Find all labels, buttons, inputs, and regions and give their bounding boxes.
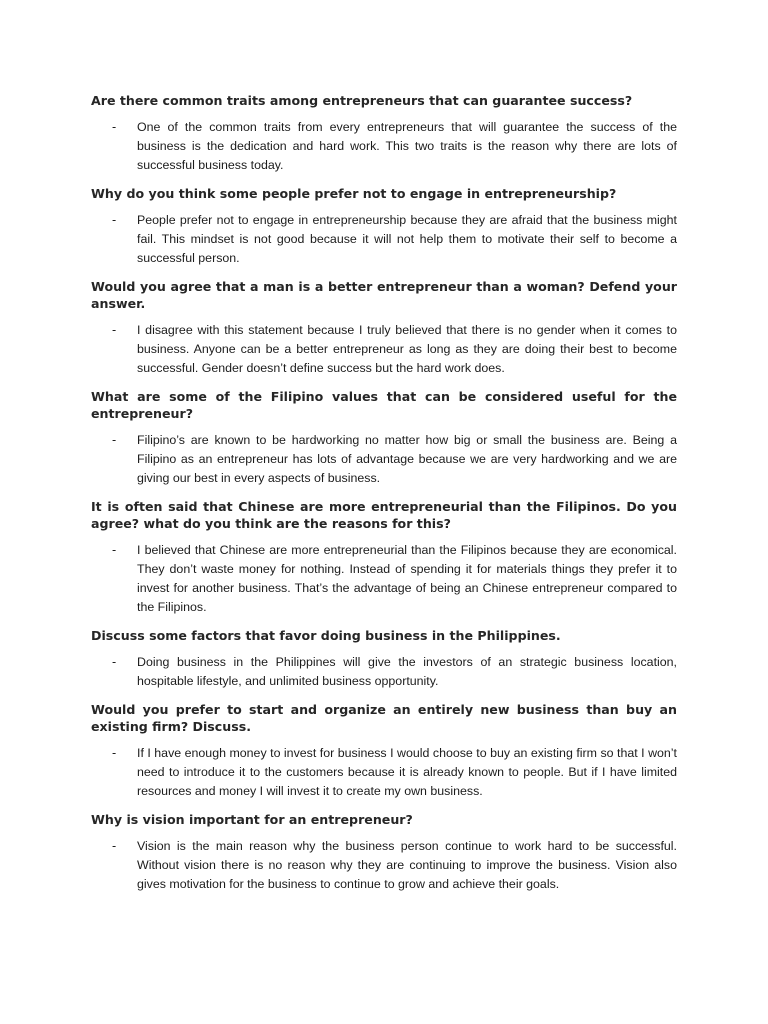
answer-text: I believed that Chinese are more entrepreneurial than the Filipinos because they are economical. They don’t waste money for nothing. Instead of spending it for materials things they prefer it to invest for another business. That’s the advantage of being an Chinese entrepreneur compared to the Filipinos.	[137, 543, 677, 614]
qa-item	[91, 92, 677, 175]
document-content	[91, 92, 677, 904]
qa-item	[91, 701, 677, 801]
question-heading: Discuss some factors that favor doing business in the Philippines.	[91, 628, 561, 643]
answer-text: Vision is the main reason why the business person continue to work hard to be successful. Without vision there is no reason why they are continuing to improve the business. Vision also gives motivation for the business to continue to grow and achieve their goals.	[137, 839, 677, 891]
answer-text: Doing business in the Philippines will give the investors of an strategic business location, hospitable lifestyle, and unlimited business opportunity.	[137, 655, 677, 688]
question-heading: It is often said that Chinese are more entrepreneurial than the Filipinos. Do you agree? what do you think are the reasons for this?	[91, 499, 677, 531]
bullet-dash: -	[112, 213, 117, 227]
answer-text: I disagree with this statement because I truly believed that there is no gender when it comes to business. Anyone can be a better entrepreneur as long as they are doing their best to become successful. Gender doesn’t define success but the hard work does.	[137, 323, 677, 375]
answer-list-item	[91, 653, 677, 691]
answer-text: If I have enough money to invest for business I would choose to buy an existing firm so that I won’t need to introduce it to the customers because it is already known to people. But if I have limited resources and money I will invest it to create my own business.	[137, 746, 677, 798]
question-heading: What are some of the Filipino values that can be considered useful for the entrepreneur?	[91, 389, 677, 421]
answer-list-item	[91, 431, 677, 488]
answer-text: People prefer not to engage in entrepreneurship because they are afraid that the business might fail. This mindset is not good because it will not help them to motivate their self to become a successful person.	[137, 213, 677, 265]
answer-list-item	[91, 211, 677, 268]
answer-text: One of the common traits from every entrepreneurs that will guarantee the success of the business is the dedication and hard work. This two traits is the reason why there are lots of successful business today.	[137, 120, 677, 172]
answer-list-item	[91, 541, 677, 617]
qa-item	[91, 811, 677, 894]
answer-list-item	[91, 837, 677, 894]
qa-item	[91, 388, 677, 488]
bullet-dash: -	[112, 323, 117, 337]
bullet-dash: -	[112, 746, 117, 760]
bullet-dash: -	[112, 433, 117, 447]
question-heading: Why is vision important for an entrepreneur?	[91, 812, 413, 827]
bullet-dash: -	[112, 839, 117, 853]
question-heading: Would you prefer to start and organize an entirely new business than buy an existing firm? Discuss.	[91, 702, 677, 734]
answer-list-item	[91, 118, 677, 175]
qa-item	[91, 185, 677, 268]
bullet-dash: -	[112, 543, 117, 557]
bullet-dash: -	[112, 655, 117, 669]
question-heading: Why do you think some people prefer not to engage in entrepreneurship?	[91, 186, 617, 201]
bullet-dash: -	[112, 120, 117, 134]
answer-list-item	[91, 744, 677, 801]
qa-item	[91, 278, 677, 378]
answer-list-item	[91, 321, 677, 378]
question-heading: Would you agree that a man is a better entrepreneur than a woman? Defend your answer.	[91, 279, 677, 311]
answer-text: Filipino’s are known to be hardworking no matter how big or small the business are. Being a Filipino as an entrepreneur has lots of advantage because we are very hardworking and we are giving our best in every aspects of business.	[137, 433, 677, 485]
qa-item	[91, 498, 677, 617]
question-heading: Are there common traits among entrepreneurs that can guarantee success?	[91, 93, 633, 108]
qa-item	[91, 627, 677, 691]
